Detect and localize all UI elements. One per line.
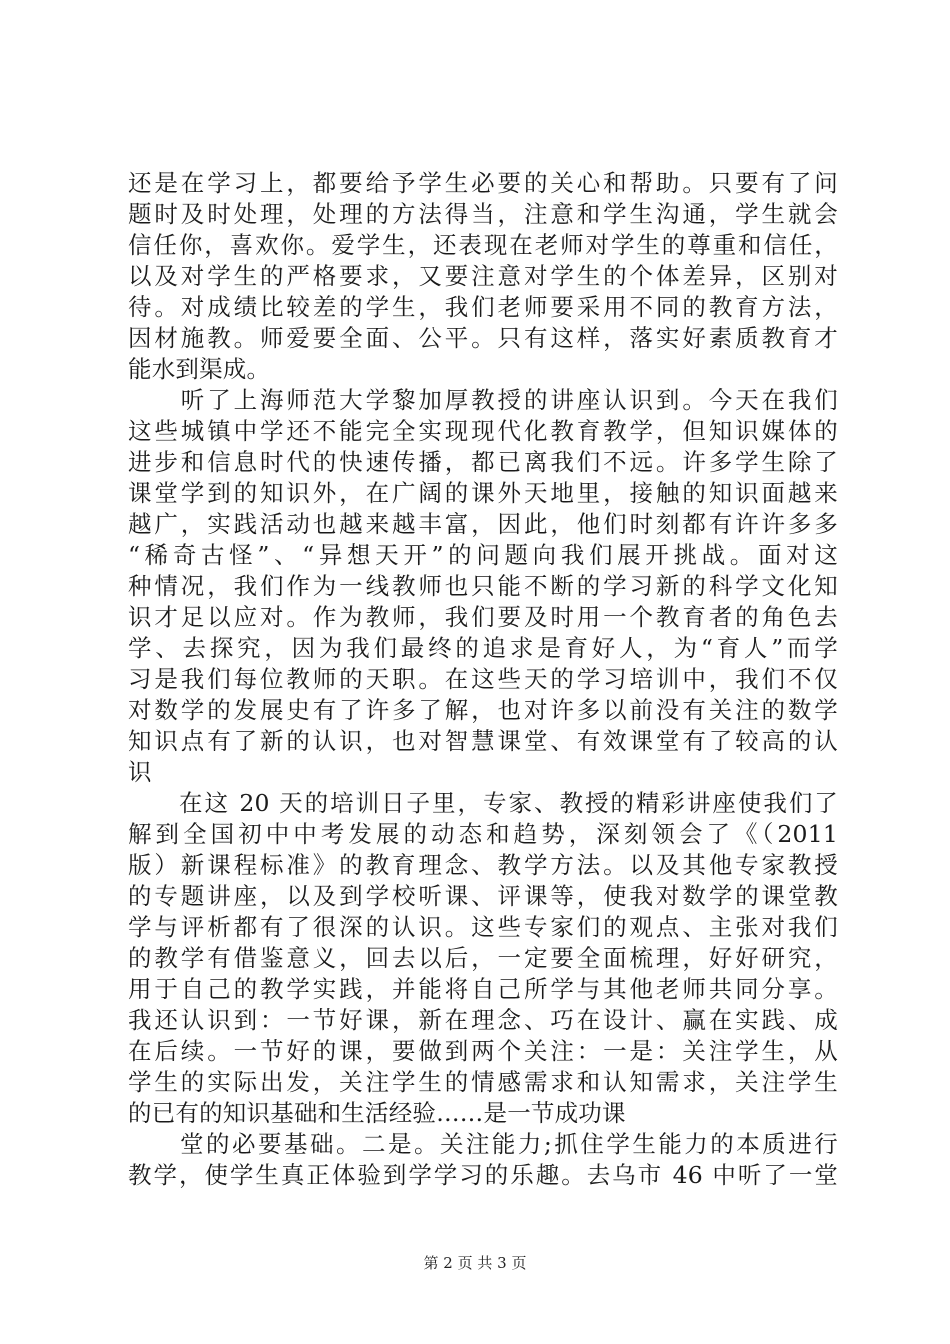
text-line: 识才足以应对。作为教师，我们要及时用一个教育者的角色去 xyxy=(128,603,838,631)
text-line: 堂的必要基础。二是。关注能力;抓住学生能力的本质进行 xyxy=(128,1130,838,1158)
text-line: 版）新课程标准》的教育理念、教学方法。以及其他专家教授 xyxy=(128,851,838,879)
text-line: 越广，实践活动也越来越丰富，因此，他们时刻都有许许多多 xyxy=(128,510,838,538)
text-line: 对数学的发展史有了许多了解，也对许多以前没有关注的数学 xyxy=(128,696,838,724)
text-line: 我还认识到：一节好课，新在理念、巧在设计、赢在实践、成 xyxy=(128,1006,838,1034)
text-line: 习是我们每位教师的天职。在这些天的学习培训中，我们不仅 xyxy=(128,665,838,693)
text-line: 听了上海师范大学黎加厚教授的讲座认识到。今天在我们 xyxy=(128,386,838,414)
text-line: 能水到渠成。 xyxy=(128,355,271,383)
text-line: 因材施教。师爱要全面、公平。只有这样，落实好素质教育才 xyxy=(128,324,838,352)
text-line: 用于自己的教学实践，并能将自己所学与其他老师共同分享。 xyxy=(128,975,838,1003)
text-line: 在这 20 天的培训日子里，专家、教授的精彩讲座使我们了 xyxy=(128,789,838,817)
text-line: 课堂学到的知识外，在广阔的课外天地里，接触的知识面越来 xyxy=(128,479,838,507)
text-line: 学、去探究，因为我们最终的追求是育好人，为“育人”而学 xyxy=(128,634,838,662)
text-line: 这些城镇中学还不能完全实现现代化教育教学，但知识媒体的 xyxy=(128,417,838,445)
text-line: 在后续。一节好的课，要做到两个关注：一是：关注学生，从 xyxy=(128,1037,838,1065)
text-line: 还是在学习上，都要给予学生必要的关心和帮助。只要有了问 xyxy=(128,169,838,197)
text-line: 待。对成绩比较差的学生，我们老师要采用不同的教育方法， xyxy=(128,293,838,321)
text-line: 教学，使学生真正体验到学学习的乐趣。去乌市 46 中听了一堂 xyxy=(128,1161,838,1189)
text-line: 信任你，喜欢你。爱学生，还表现在老师对学生的尊重和信任， xyxy=(128,231,838,259)
text-line: 解到全国初中中考发展的动态和趋势，深刻领会了《（2011 xyxy=(128,820,838,848)
text-line: 学生的实际出发，关注学生的情感需求和认知需求，关注学生 xyxy=(128,1068,838,1096)
text-line: 以及对学生的严格要求，又要注意对学生的个体差异，区别对 xyxy=(128,262,838,290)
text-line: 的专题讲座，以及到学校听课、评课等，使我对数学的课堂教 xyxy=(128,882,838,910)
page-number: 第 2 页 共 3 页 xyxy=(423,1254,527,1272)
text-line: 识 xyxy=(128,758,152,786)
text-line: 进步和信息时代的快速传播，都已离我们不远。许多学生除了 xyxy=(128,448,838,476)
text-line: 的已有的知识基础和生活经验……是一节成功课 xyxy=(128,1099,626,1127)
text-line: 的教学有借鉴意义，回去以后，一定要全面梳理，好好研究， xyxy=(128,944,838,972)
document-body xyxy=(128,168,838,1191)
text-line: 学与评析都有了很深的认识。这些专家们的观点、主张对我们 xyxy=(128,913,838,941)
text-line: 知识点有了新的认识，也对智慧课堂、有效课堂有了较高的认 xyxy=(128,727,838,755)
text-line: 题时及时处理，处理的方法得当，注意和学生沟通，学生就会 xyxy=(128,200,838,228)
page-footer xyxy=(0,1252,950,1273)
text-line: “稀奇古怪”、“异想天开”的问题向我们展开挑战。面对这 xyxy=(128,541,838,569)
text-line: 种情况，我们作为一线教师也只能不断的学习新的科学文化知 xyxy=(128,572,838,600)
